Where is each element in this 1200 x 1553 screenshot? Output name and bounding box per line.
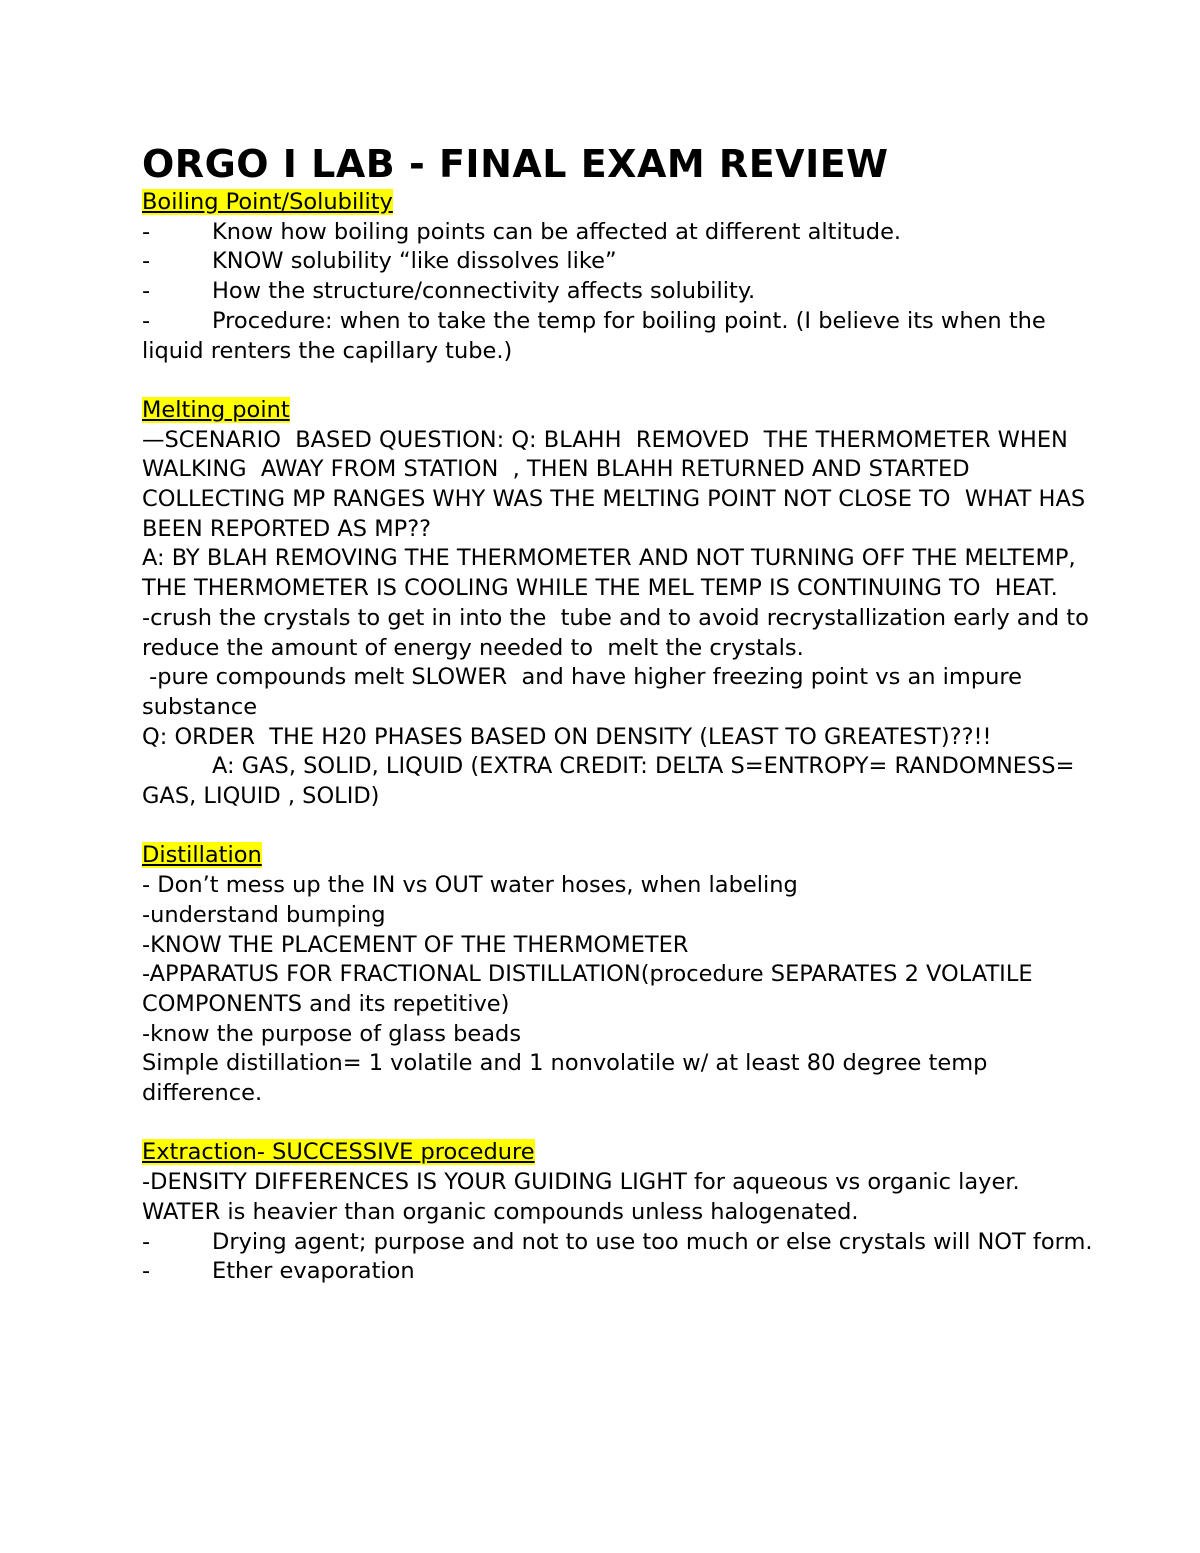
paragraph-line: - Don’t mess up the IN vs OUT water hoses, when labeling bbox=[142, 872, 798, 899]
section-heading bbox=[142, 188, 1102, 218]
paragraph-line: Simple distillation= 1 volatile and 1 nonvolatile w/ at least 80 degree temp difference. bbox=[142, 1050, 995, 1107]
bullet-text: Ether evaporation bbox=[212, 1258, 415, 1285]
bullet-text: Know how boiling points can be affected at different altitude. bbox=[212, 218, 902, 245]
section-heading bbox=[142, 1138, 1102, 1168]
paragraph-line: Q: ORDER THE H20 PHASES BASED ON DENSITY (LEAST TO GREATEST)??!! bbox=[142, 723, 992, 750]
bullet-text: KNOW solubility “like dissolves like” bbox=[212, 248, 617, 275]
bullet-item bbox=[142, 247, 1102, 277]
section-melting-point bbox=[142, 396, 1102, 812]
bullet-item-wrapped bbox=[142, 307, 1102, 366]
heading-text: Extraction- SUCCESSIVE procedure bbox=[142, 1139, 535, 1166]
paragraph-line: -KNOW THE PLACEMENT OF THE THERMOMETER bbox=[142, 931, 689, 958]
paragraph-line: -crush the crystals to get in into the tube and to avoid recrystallization early and to reduce the amount of energy needed to melt the crystals. bbox=[142, 604, 1104, 661]
bullet-dash: - bbox=[142, 278, 151, 305]
paragraph-line: -know the purpose of glass beads bbox=[142, 1020, 522, 1047]
document-page bbox=[142, 140, 1102, 1287]
answer-line bbox=[142, 752, 1102, 811]
blank-line bbox=[142, 1109, 1102, 1139]
paragraph-line: -DENSITY DIFFERENCES IS YOUR GUIDING LIGHT for aqueous vs organic layer. WATER is heavier than organic compounds unless halogenated. bbox=[142, 1169, 1027, 1225]
document-title: ORGO I LAB - FINAL EXAM REVIEW bbox=[142, 142, 889, 186]
bullet-text: Drying agent; purpose and not to use too much or else crystals will NOT form. bbox=[212, 1228, 1093, 1255]
section-extraction bbox=[142, 1138, 1102, 1287]
bullet-item bbox=[142, 218, 1102, 248]
bullet-item bbox=[142, 277, 1102, 307]
bullet-item-wrapped bbox=[142, 1228, 1102, 1258]
bullet-dash: - bbox=[142, 307, 151, 334]
answer-text: A: GAS, SOLID, LIQUID (EXTRA CREDIT: DELTA S=ENTROPY= RANDOMNESS= GAS, LIQUID , SOLID) bbox=[142, 753, 1075, 810]
section-heading bbox=[142, 396, 1102, 426]
bullet-dash: - bbox=[142, 1258, 151, 1285]
bullet-dash: - bbox=[142, 218, 151, 245]
paragraph-line: -pure compounds melt SLOWER and have higher freezing point vs an impure substance bbox=[142, 664, 1030, 720]
section-boiling-point bbox=[142, 188, 1102, 366]
blank-line bbox=[142, 812, 1102, 842]
paragraph-line: -understand bumping bbox=[142, 901, 386, 928]
bullet-dash: - bbox=[142, 1228, 151, 1255]
bullet-item bbox=[142, 1257, 1102, 1287]
heading-text: Melting point bbox=[142, 396, 290, 423]
heading-text: Distillation bbox=[142, 842, 262, 869]
bullet-text: Procedure: when to take the temp for boiling point. (I believe its when the liquid renters the capillary tube.) bbox=[142, 307, 1046, 364]
paragraph-line: -APPARATUS FOR FRACTIONAL DISTILLATION(procedure SEPARATES 2 VOLATILE COMPONENTS and its repetitive) bbox=[142, 961, 1040, 1017]
blank-line bbox=[142, 366, 1102, 396]
bullet-text: How the structure/connectivity affects solubility. bbox=[212, 278, 756, 305]
paragraph-line: —SCENARIO BASED QUESTION: Q: BLAHH REMOVED THE THERMOMETER WHEN WALKING AWAY FROM STATION , THEN BLAHH RETURNED AND STARTED COLLECTING MP RANGES WHY WAS THE MELTING POINT NOT CLOSE TO WHAT HAS BEEN REPORTED AS MP?? bbox=[142, 426, 1093, 542]
paragraph-line: A: BY BLAH REMOVING THE THERMOMETER AND NOT TURNING OFF THE MELTEMP, THE THERMOMETER IS COOLING WHILE THE MEL TEMP IS CONTINUING TO HEAT. bbox=[142, 545, 1090, 602]
bullet-dash: - bbox=[142, 248, 151, 275]
section-heading bbox=[142, 841, 1102, 871]
heading-text: Boiling Point/Solubility bbox=[142, 189, 393, 215]
section-distillation bbox=[142, 841, 1102, 1108]
